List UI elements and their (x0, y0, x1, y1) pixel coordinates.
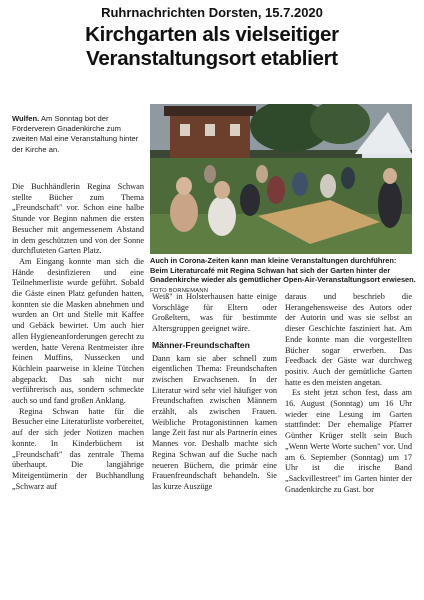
event-photo (150, 104, 412, 254)
photo-caption (150, 256, 416, 296)
photo-credit: FOTO BORNEMANN (150, 287, 209, 294)
article-paragraph: daraus und beschrieb die Herangehensweise des Autors oder der Autorin und was sie selbst an dieser Geschichte fasziniert hat. Am Ende konnte man die vorgestellten Bücher sogar erwerben. Das Feedback der Gäste war durchweg positiv. Auch der gemütliche Garten hatte es den meisten angetan. (285, 292, 412, 387)
lead-paragraph (12, 114, 144, 155)
caption-text: Auch in Corona-Zeiten kann man kleine Veranstaltungen durchführen: Beim Literaturcafé mit Regina Schwan hat sich der Garten hinter der Gnadenkirche wieder als gemütlicher Open-Air-Veranstaltungsort erwiesen. (150, 256, 416, 285)
garden-event-photo-illustration (150, 104, 412, 254)
article-column-1 (12, 182, 144, 492)
article-paragraph: Weiß" in Holsterhausen hatte einige Vorschläge für Eltern oder Großeltern, was für bestimmte Altersgruppen geeignet wäre. (152, 292, 277, 334)
headline (10, 23, 414, 71)
article-paragraph: Am Eingang konnte man sich die Hände desinfizieren und eine Teilnehmerliste wurde geführt. Sobald die Gäste einen Platz gefunden hatten, konnten sie die Masken abnehmen und wurden an Ort und Stelle mit Kaffee und Gebäck bewirtet. Um auch hier allen Hygieneanforderungen gerecht zu werden, hatte Verena Rentmeister ihre feinen Muffins, Nussecken und Küchlein paarweise in kleine Tütchen abgepackt. Das sah nicht nur verführerisch aus, sondern schmeckte auch so und fand großen Anklang. (12, 256, 144, 406)
headline-line-2: Veranstaltungsort etabliert (86, 47, 338, 70)
newspaper-source: Ruhrnachrichten Dorsten, 15.7.2020 (101, 5, 323, 20)
lead-place: Wulfen. (12, 114, 40, 123)
article-paragraph: Dann kam sie aber schnell zum eigentlichen Thema: Freundschaften zwischen Erwachsenen. In der Literatur wird sehr viel häufiger von Freundschaften zwischen Männern erzählt, als zwischen Frauen. Weibliche Protagonistinnen kamen lange Zeit fast nur als Partnerin eines Mannes vor. Deshalb machte sich Regina Schwan auf die Suche nach neueren Büchern, die primär eine Frauenfreundschaft behandeln. Sie las kurze Auszüge (152, 353, 277, 491)
subheading: Männer-Freundschaften (152, 339, 250, 350)
lead-text: Am Sonntag bot der Förderverein Gnadenkirche zum zweiten Mal eine Veranstaltung hinter der Kirche an. (12, 114, 139, 154)
article-paragraph: Die Buchhändlerin Regina Schwan stellte Bücher zum Thema „Freundschaft" vor. Schon eine halbe Stunde vor Beginn nahmen die ersten Besucher mit angemessenem Abstand in dem geschützten und von der Sonne durchfluteten Garten Platz. (12, 182, 144, 256)
article-paragraph: Regina Schwan hatte für die Besucher eine Literaturliste vorbereitet, auf der sich jeder Notizen machen konnte. In Kinderbüchern ist „Freundschaft" das zentrale Thema überhaupt. Die langjährige Miteigentümerin der Buchhandlung „Schwarz auf (12, 406, 144, 491)
article-column-2 (152, 292, 277, 493)
headline-line-1: Kirchgarten als vielseitiger (85, 23, 339, 46)
article-column-3 (285, 292, 412, 495)
article-paragraph: Es steht jetzt schon fest, dass am 16. August (Sonntag) um 16 Uhr wieder eine Lesung im Garten stattfindet: Der ehemalige Pfarrer Günther Krüger stellt sein Buch „Wenn Werte Worte suchen" vor. Und am 6. September (Sonntag) um 17 Uhr ist die irische Band „Sackvillestreet" im Garten hinter der Gnadenkirche zu Gast. bor (285, 388, 412, 494)
